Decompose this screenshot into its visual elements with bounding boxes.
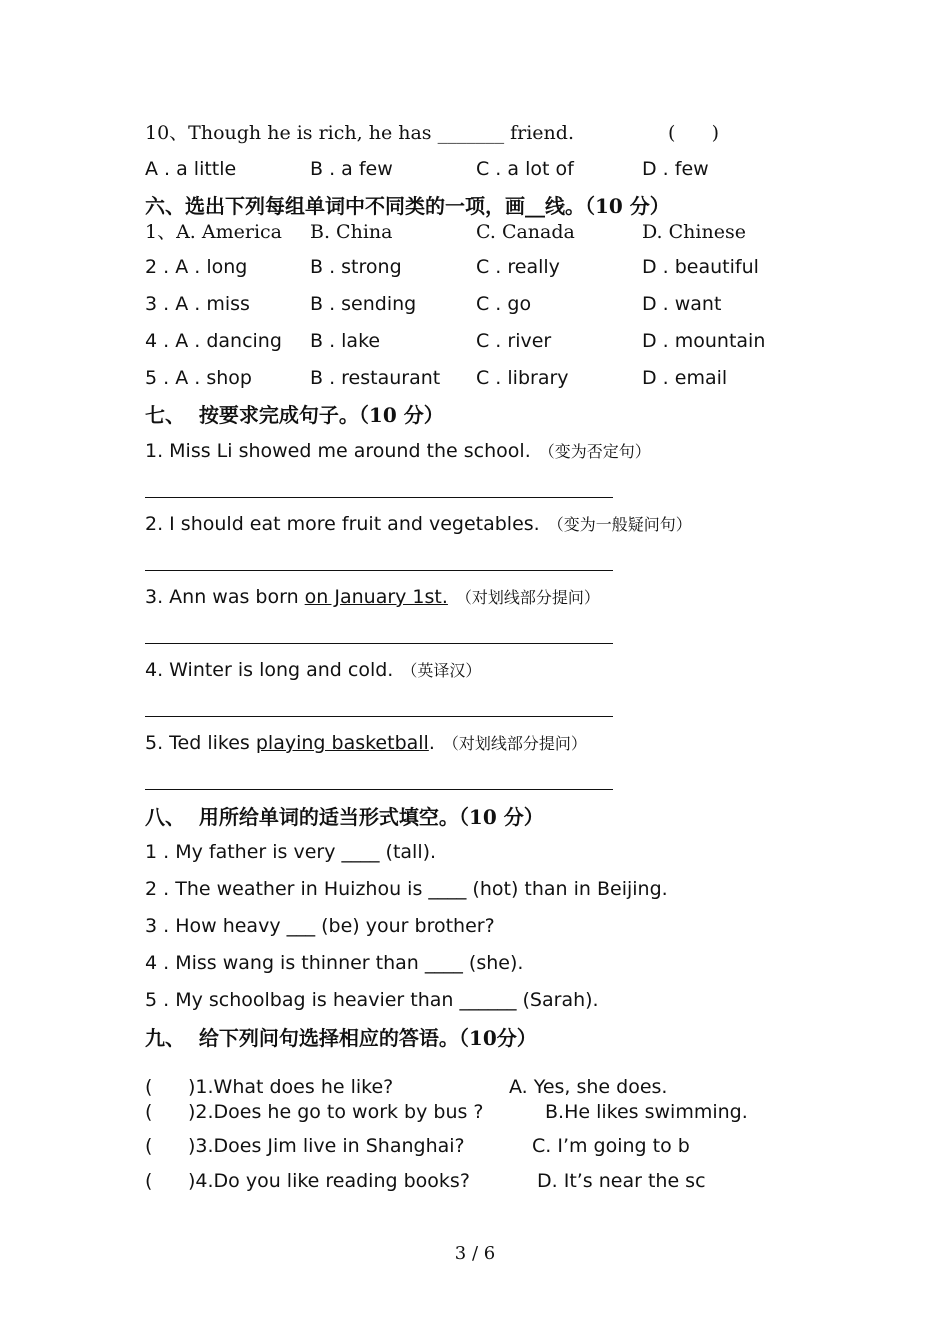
s7-item5-text: 5. Ted likes xyxy=(145,732,256,754)
s8-item2: 2 . The weather in Huizhou is ____ (hot) than in Beijing. xyxy=(145,878,668,900)
s9-item2-question: )2.Does he go to work by bus ? xyxy=(188,1101,484,1123)
s9-item1-question: )1.What does he like? xyxy=(188,1076,394,1098)
s6-row4-a: 4 . A . dancing xyxy=(145,330,282,352)
s9-item4-paren: ( xyxy=(145,1170,153,1192)
s6-row1-a: 1、A. America xyxy=(145,221,282,243)
s6-row5-b: B . restaurant xyxy=(310,367,441,389)
s6-row1-c: C. Canada xyxy=(476,221,575,243)
s7-answer-line-3[interactable] xyxy=(145,643,613,644)
s9-item1-paren: ( xyxy=(145,1076,153,1098)
s7-answer-line-4[interactable] xyxy=(145,716,613,717)
s7-item5-post: . xyxy=(428,732,435,754)
s6-row5-a: 5 . A . shop xyxy=(145,367,252,389)
s6-row4-c: C . river xyxy=(476,330,552,352)
page-number: 3 / 6 xyxy=(454,1243,496,1264)
s6-row3-c: C . go xyxy=(476,293,532,315)
s9-item4-question: )4.Do you like reading books? xyxy=(188,1170,470,1192)
s8-item4: 4 . Miss wang is thinner than ____ (she). xyxy=(145,952,524,974)
s6-row3-b: B . sending xyxy=(310,293,417,315)
s6-row3-a: 3 . A . miss xyxy=(145,293,250,315)
s7-item5-note: （对划线部分提问） xyxy=(442,734,587,753)
s9-item2-paren: ( xyxy=(145,1101,153,1123)
s7-item3-note: （对划线部分提问） xyxy=(455,588,600,607)
s6-row4-d: D . mountain xyxy=(642,330,766,352)
s7-item1 xyxy=(145,442,651,461)
s7-item4-text: 4. Winter is long and cold. xyxy=(145,659,394,681)
s6-row2-d: D . beautiful xyxy=(642,256,759,278)
s7-item2-note: （变为一般疑问句） xyxy=(547,515,692,534)
s7-item2 xyxy=(145,515,692,534)
q10-answer-paren: ( ) xyxy=(668,122,720,144)
s7-item5-underlined: playing basketball xyxy=(255,732,429,754)
s7-answer-line-2[interactable] xyxy=(145,570,613,571)
s7-item3 xyxy=(145,588,600,607)
s6-row5-d: D . email xyxy=(642,367,728,389)
section6-heading: 六、选出下列每组单词中不同类的一项，画__线。（10 分） xyxy=(145,194,670,218)
s7-item2-text: 2. I should eat more fruit and vegetables. xyxy=(145,513,540,535)
q10-option-a: A . a little xyxy=(145,158,237,180)
s7-item3-underlined: on January 1st. xyxy=(304,586,448,608)
section8-heading: 八、 用所给单词的适当形式填空。（10 分） xyxy=(145,805,544,829)
s8-item5: 5 . My schoolbag is heavier than ______ (Sarah). xyxy=(145,989,599,1011)
s7-item5 xyxy=(145,734,587,753)
s9-item4-answer: D. It’s near the sc xyxy=(537,1170,706,1192)
s9-item3-paren: ( xyxy=(145,1135,153,1157)
s9-item2-answer: B.He likes swimming. xyxy=(545,1101,748,1123)
s7-item3-text: 3. Ann was born xyxy=(145,586,305,608)
s8-item1: 1 . My father is very ____ (tall). xyxy=(145,841,437,863)
s6-row1-d: D. Chinese xyxy=(642,221,746,243)
section9-heading: 九、 给下列问句选择相应的答语。（10分） xyxy=(145,1026,537,1050)
s9-item3-answer: C. I’m going to b xyxy=(532,1135,690,1157)
s7-item1-text: 1. Miss Li showed me around the school. xyxy=(145,440,531,462)
q10-stem: 10、Though he is rich, he has _______ friend. xyxy=(145,122,574,144)
s7-item4-note: （英译汉） xyxy=(401,661,482,680)
s6-row5-c: C . library xyxy=(476,367,569,389)
s6-row4-b: B . lake xyxy=(310,330,381,352)
s9-item1-answer: A. Yes, she does. xyxy=(509,1076,668,1098)
q10-option-b: B . a few xyxy=(310,158,393,180)
s7-item1-note: （变为否定句） xyxy=(538,442,651,461)
section7-heading: 七、 按要求完成句子。（10 分） xyxy=(145,403,444,427)
s7-answer-line-5[interactable] xyxy=(145,789,613,790)
s6-row2-b: B . strong xyxy=(310,256,402,278)
q10-option-c: C . a lot of xyxy=(476,158,574,180)
s7-item4 xyxy=(145,661,481,680)
s7-answer-line-1[interactable] xyxy=(145,497,613,498)
s9-item3-question: )3.Does Jim live in Shanghai? xyxy=(188,1135,465,1157)
s6-row2-a: 2 . A . long xyxy=(145,256,248,278)
s8-item3: 3 . How heavy ___ (be) your brother? xyxy=(145,915,495,937)
s6-row1-b: B. China xyxy=(310,221,393,243)
s6-row3-d: D . want xyxy=(642,293,722,315)
s6-row2-c: C . really xyxy=(476,256,560,278)
q10-option-d: D . few xyxy=(642,158,709,180)
